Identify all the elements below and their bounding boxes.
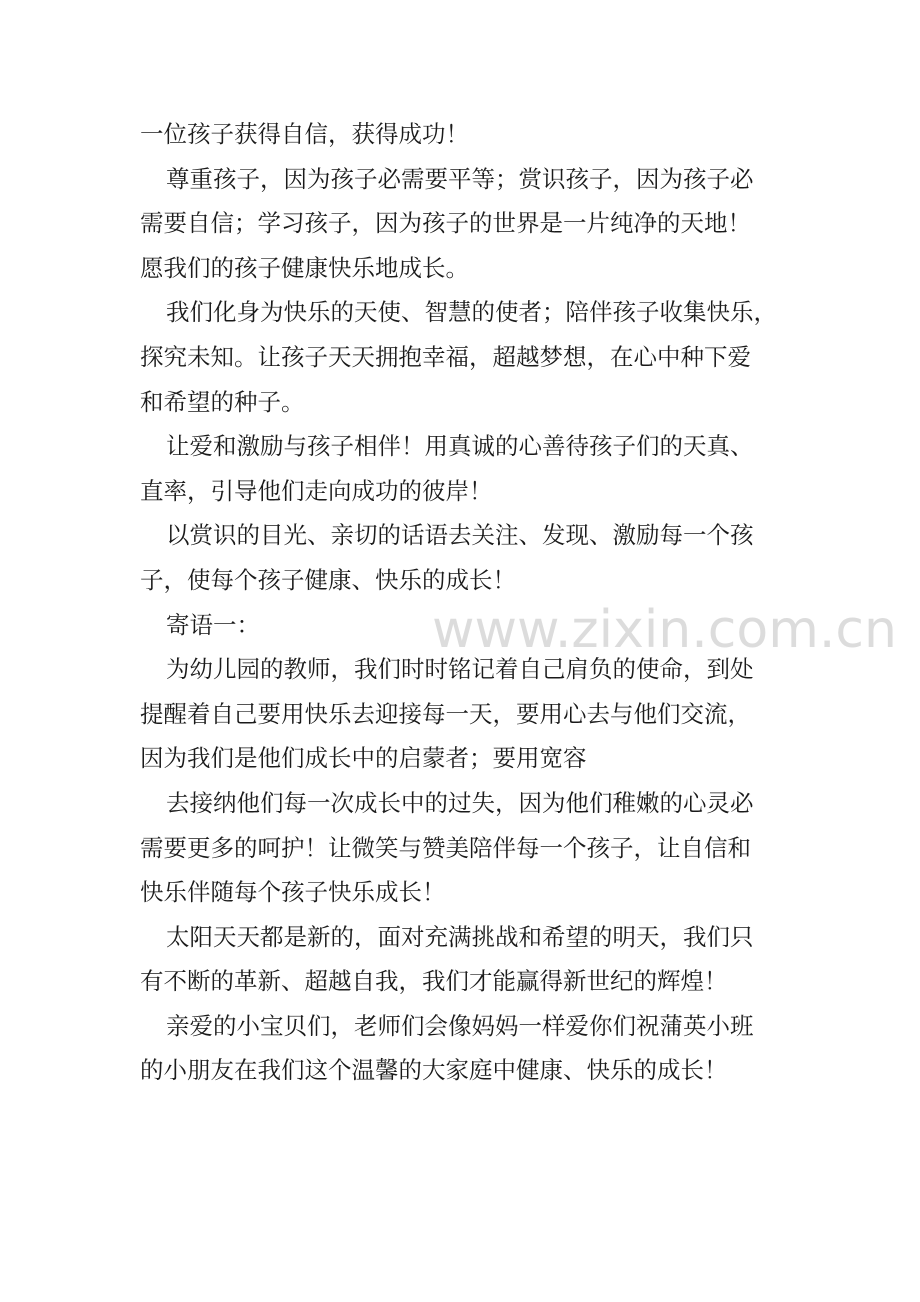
text-line: 和希望的种子。 [140, 387, 305, 416]
text-line: 我们化身为快乐的天使、智慧的使者；陪伴孩子收集快乐， [166, 298, 777, 327]
text-line: 亲爱的小宝贝们，老师们会像妈妈一样爱你们祝蒲英小班 [166, 1011, 754, 1040]
text-line: 愿我们的孩子健康快乐地成长。 [140, 253, 469, 282]
text-line: 快乐伴随每个孩子快乐成长！ [140, 878, 446, 907]
text-line: 提醒着自己要用快乐去迎接每一天，要用心去与他们交流， [140, 699, 751, 728]
document-body [140, 112, 790, 1093]
text-line: 的小朋友在我们这个温馨的大家庭中健康、快乐的成长！ [140, 1056, 728, 1085]
text-line: 因为我们是他们成长中的启蒙者；要用宽容 [140, 744, 587, 773]
text-line: 需要自信；学习孩子，因为孩子的世界是一片纯净的天地！ [140, 209, 751, 238]
text-line: 为幼儿园的教师，我们时时铭记着自己肩负的使命，到处 [166, 655, 754, 684]
text-line: 让爱和激励与孩子相伴！用真诚的心善待孩子们的天真、 [166, 432, 754, 461]
text-line: 有不断的革新、超越自我，我们才能赢得新世纪的辉煌！ [140, 967, 728, 996]
text-line: 探究未知。让孩子天天拥抱幸福，超越梦想，在心中种下爱 [140, 342, 751, 371]
text-line: 以赏识的目光、亲切的话语去关注、发现、激励每一个孩 [166, 521, 754, 550]
watermark: www.zixin.com.cn [432, 600, 897, 660]
text-line: 直率，引导他们走向成功的彼岸！ [140, 476, 493, 505]
text-line: 一位孩子获得自信，获得成功！ [140, 120, 469, 148]
text-line: 需要更多的呵护！让微笑与赞美陪伴每一个孩子，让自信和 [140, 833, 751, 862]
text-line: 子，使每个孩子健康、快乐的成长！ [140, 565, 516, 594]
text-line: 去接纳他们每一次成长中的过失，因为他们稚嫩的心灵必 [166, 788, 754, 817]
text-line: 尊重孩子，因为孩子必需要平等；赏识孩子，因为孩子必 [166, 164, 754, 193]
text-line: 寄语一： [166, 610, 260, 639]
text-line: 太阳天天都是新的，面对充满挑战和希望的明天，我们只 [166, 922, 754, 951]
